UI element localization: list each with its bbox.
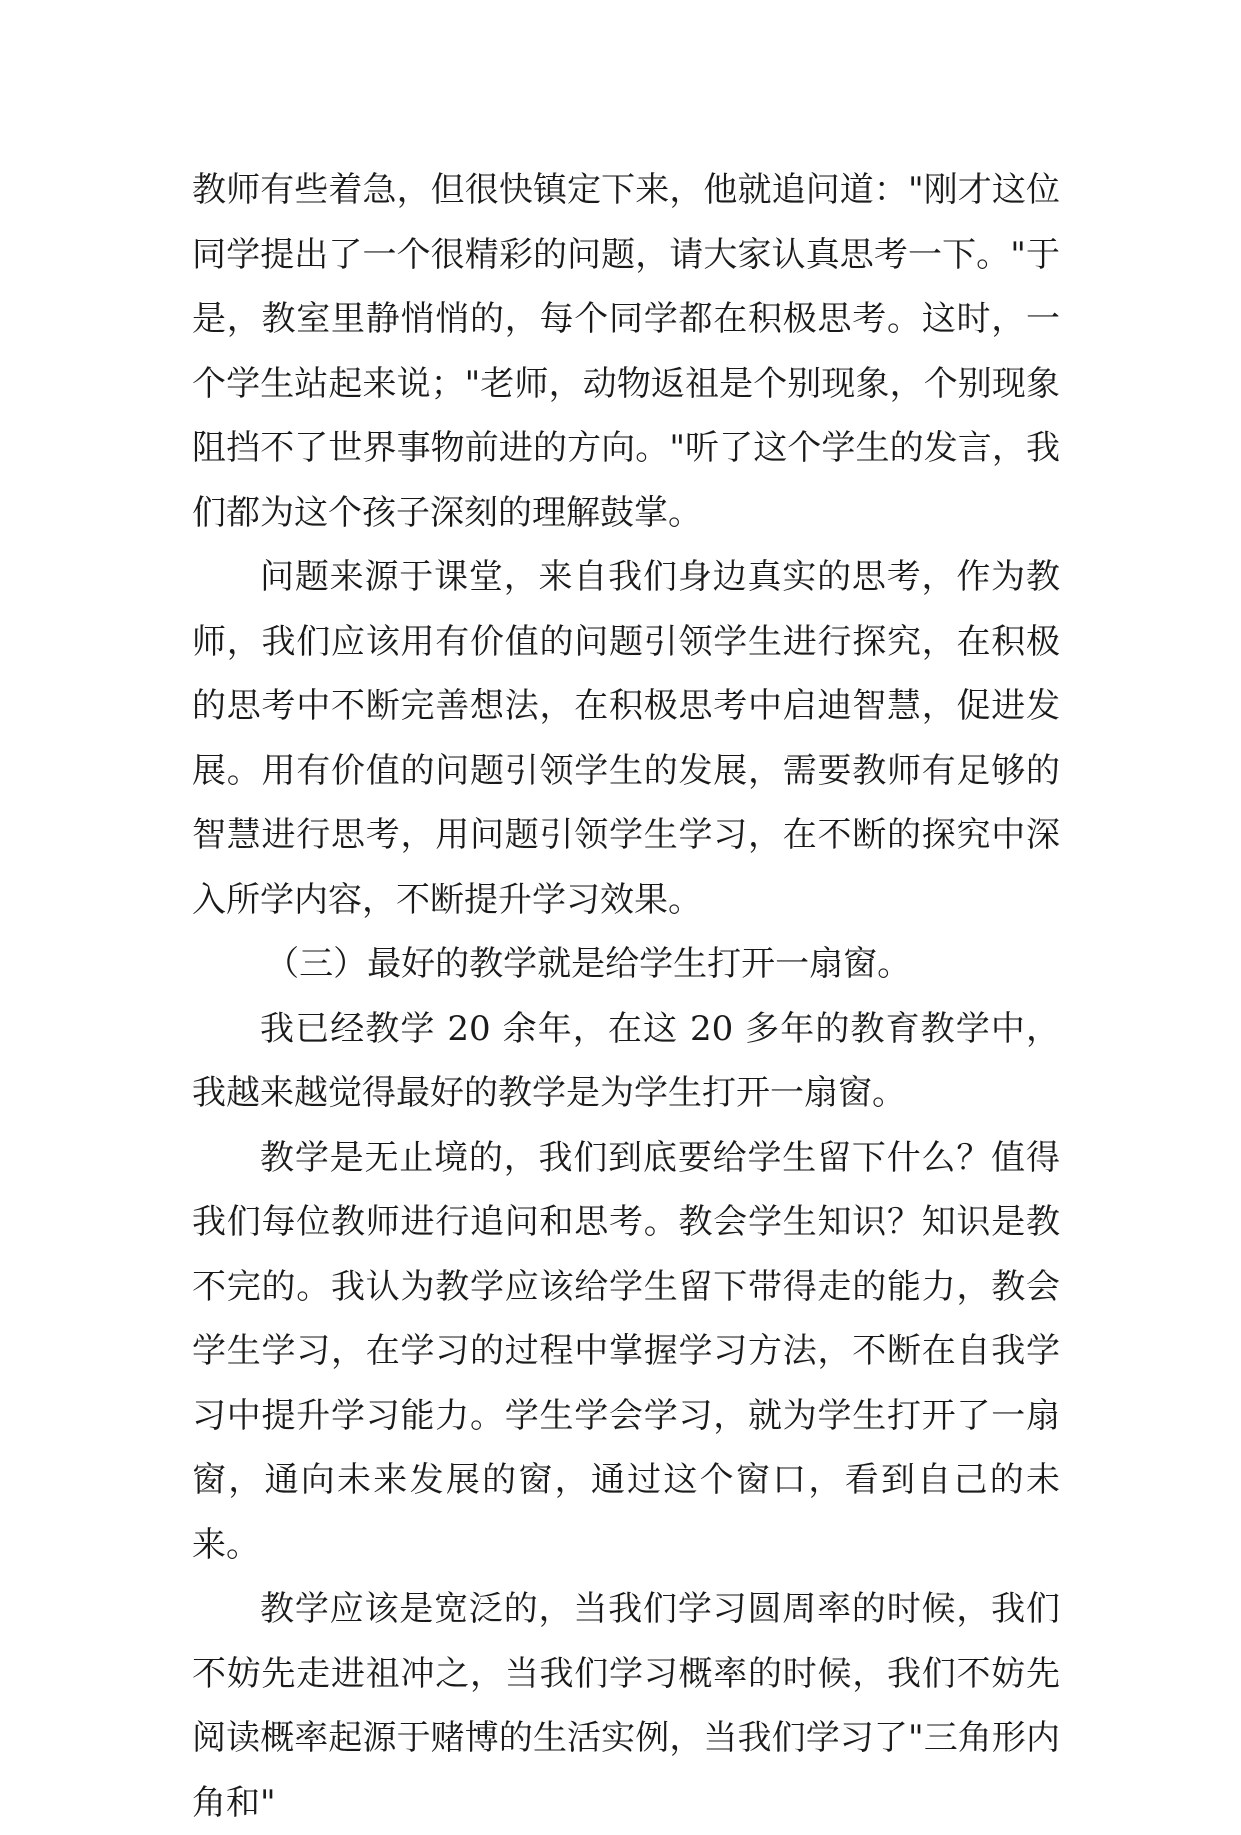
paragraph: 我已经教学 20 余年，在这 20 多年的教育教学中，我越来越觉得最好的教学是为学生打开一扇窗。	[192, 1008, 1060, 1113]
paragraph: 教学应该是宽泛的，当我们学习圆周率的时候，我们不妨先走进祖冲之，当我们学习概率的时候，我们不妨先阅读概率起源于赌博的生活实例，当我们学习了"三角形内角和"	[192, 1589, 1060, 1823]
paragraph-continuation: 教师有些着急，但很快镇定下来，他就追问道："刚才这位同学提出了一个很精彩的问题，请大家认真思考一下。"于是，教室里静悄悄的，每个同学都在积极思考。这时，一个学生站起来说；"老师，动物返祖是个别现象，个别现象阻挡不了世界事物前进的方向。"听了这个学生的发言，我们都为这个孩子深刻的理解鼓掌。	[192, 170, 1060, 533]
section-heading: （三）最好的教学就是给学生打开一扇窗。	[265, 944, 912, 984]
paragraph: 问题来源于课堂，来自我们身边真实的思考，作为教师，我们应该用有价值的问题引领学生进行探究，在积极的思考中不断完善想法，在积极思考中启迪智慧，促进发展。用有价值的问题引领学生的发展，需要教师有足够的智慧进行思考，用问题引领学生学习，在不断的探究中深入所学内容，不断提升学习效果。	[192, 557, 1060, 920]
paragraph: 教学是无止境的，我们到底要给学生留下什么？值得我们每位教师进行追问和思考。教会学生知识？知识是教不完的。我认为教学应该给学生留下带得走的能力，教会学生学习，在学习的过程中掌握学习方法，不断在自我学习中提升学习能力。学生学会学习，就为学生打开了一扇窗，通向未来发展的窗，通过这个窗口，看到自己的未来。	[192, 1137, 1060, 1565]
body-text	[192, 158, 1060, 1835]
